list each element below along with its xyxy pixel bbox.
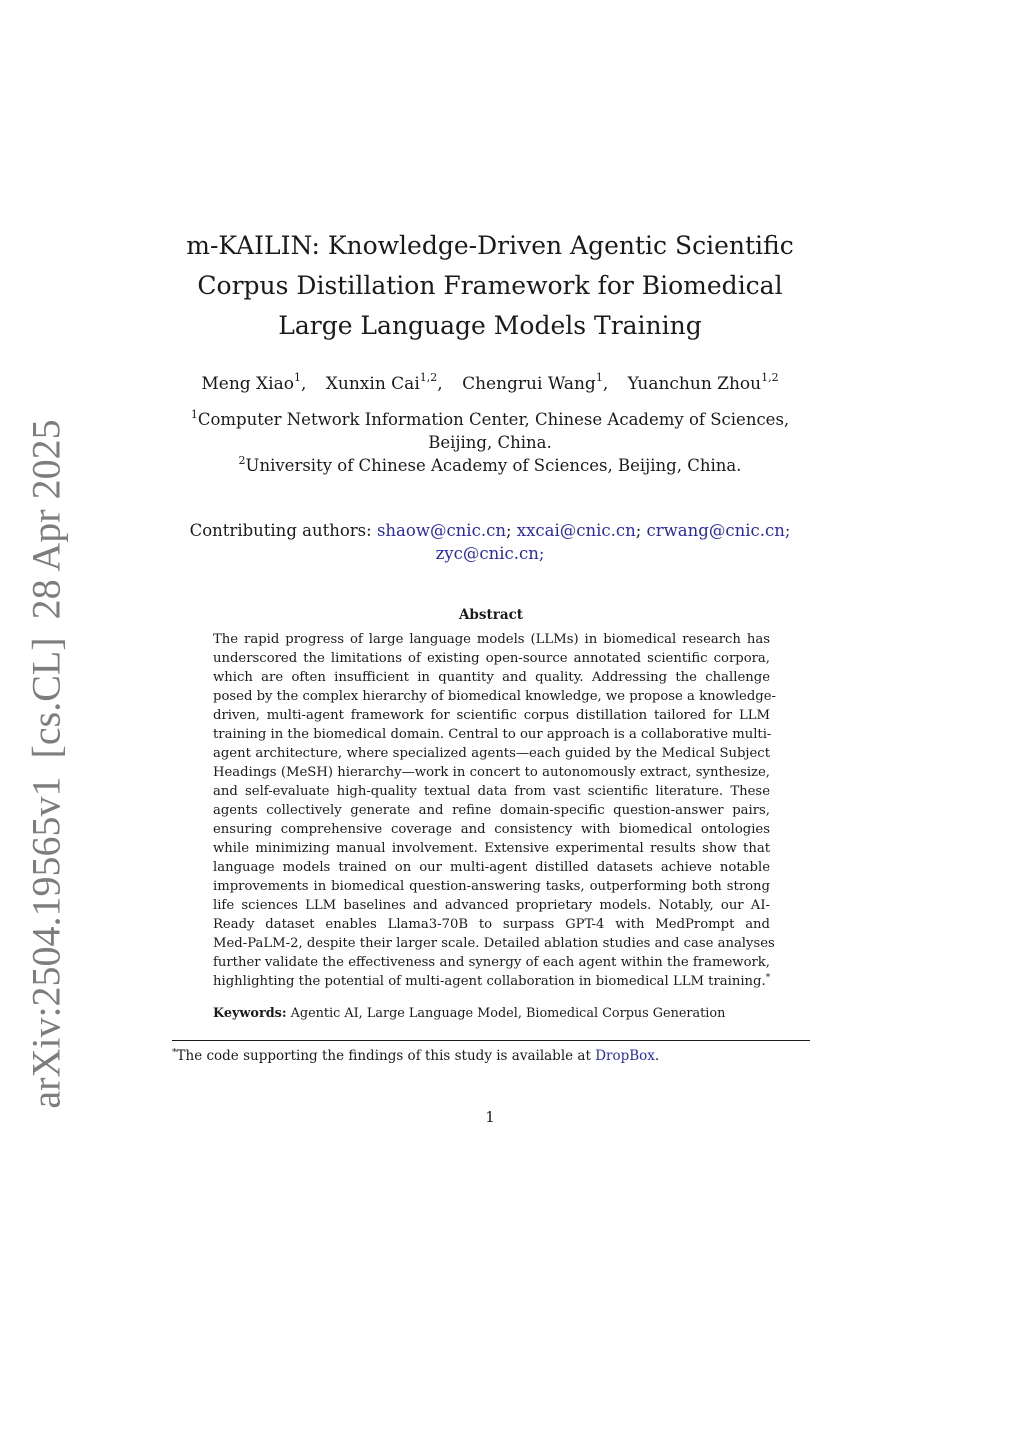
abstract-line: Med-PaLM-2, despite their larger scale. Detailed ablation studies and case analyses (213, 936, 775, 951)
abstract-line: Headings (MeSH) hierarchy—work in concert to autonomously extract, synthesize, (213, 765, 770, 780)
author-1: Meng Xiao$^1$, (201, 371, 307, 394)
title-line-3: Large Language Models Training (278, 311, 702, 340)
email-link-3[interactable]: crwang@cnic.cn (646, 521, 785, 540)
abstract-line: language models trained on our multi-agent distilled datasets achieve notable (213, 860, 770, 875)
affiliations (150, 408, 830, 477)
arxiv-id[interactable]: arXiv:2504.19565v1 (23, 776, 69, 1109)
arxiv-category: [cs.CL] (23, 637, 69, 759)
abstract-line: driven, multi-agent framework for scientific corpus distillation tailored for LLM (213, 708, 770, 723)
abstract-body (213, 630, 776, 991)
abstract-line: further validate the effectiveness and synergy of each agent within the framework, (213, 955, 770, 970)
keywords-label: Keywords: (213, 1006, 287, 1021)
footnote-text: The code supporting the findings of this study is available at (176, 1048, 596, 1064)
abstract-line: underscored the limitations of existing open-source annotated scientific corpora, (213, 651, 770, 666)
contributing-label: Contributing authors: (189, 521, 372, 540)
footnote-mark[interactable]: * (765, 973, 771, 983)
contributing-authors: Contributing authors: shaow@cnic.cn; xxcai@cnic.cn; crwang@cnic.cn; zyc@cnic.cn; (189, 521, 791, 563)
affiliation-1-cont: Beijing, China. (428, 433, 552, 452)
keywords-text: Agentic AI, Large Language Model, Biomedical Corpus Generation (290, 1006, 726, 1021)
keywords (213, 1005, 770, 1023)
abstract-line: while minimizing manual involvement. Extensive experimental results show that (213, 841, 770, 856)
abstract-line: life sciences LLM baselines and advanced proprietary models. Notably, our AI- (213, 898, 770, 913)
affiliation-2: $^2$University of Chinese Academy of Sciences, Beijing, China. (238, 454, 742, 475)
author-list (150, 371, 830, 397)
abstract-line: The rapid progress of large language models (LLMs) in biomedical research has (213, 632, 770, 647)
abstract-last-line: highlighting the potential of multi-agent collaboration in biomedical LLM training.* (213, 973, 771, 989)
author-2: Xunxin Cai$^{1,2}$, (325, 371, 443, 394)
abstract-line: agent architecture, where specialized agents—each guided by the Medical Subject (213, 746, 770, 761)
affiliation-1: $^1$Computer Network Information Center, Chinese Academy of Sciences, (190, 408, 790, 429)
footnote-symbol: * (172, 1048, 177, 1058)
title-line-1: m-KAILIN: Knowledge-Driven Agentic Scientific (186, 231, 794, 260)
abstract-heading: Abstract (458, 607, 524, 623)
paper-title (150, 226, 830, 346)
email-link-1[interactable]: shaow@cnic.cn (376, 521, 506, 540)
abstract-line: improvements in biomedical question-answering tasks, outperforming both strong (213, 879, 770, 894)
arxiv-date: 28 Apr 2025 (23, 419, 69, 620)
page-number: 1 (485, 1108, 495, 1126)
abstract-line: ensuring comprehensive coverage and consistency with biomedical ontologies (213, 822, 770, 837)
author-3: Chengrui Wang$^1$, (462, 371, 609, 394)
footnote-rule (172, 1040, 810, 1041)
abstract-line: Ready dataset enables Llama3-70B to surpass GPT-4 with MedPrompt and (213, 917, 770, 932)
abstract-line: agents collectively generate and refine domain-specific question-answer pairs, (213, 803, 770, 818)
abstract-line: which are often insufficient in quantity and quality. Addressing the challenge (213, 670, 770, 685)
footnote: *The code supporting the findings of this study is available at DropBox. (172, 1048, 660, 1064)
abstract-line: and self-evaluate high-quality textual data from vast scientific literature. These (213, 784, 770, 799)
arxiv-stamp (18, 419, 74, 1109)
abstract-line: posed by the complex hierarchy of biomedical knowledge, we propose a knowledge- (213, 689, 776, 704)
abstract-line: training in the biomedical domain. Central to our approach is a collaborative multi- (213, 727, 772, 742)
title-line-2: Corpus Distillation Framework for Biomedical (197, 271, 783, 300)
email-link-2[interactable]: xxcai@cnic.cn (516, 521, 636, 540)
dropbox-link[interactable]: DropBox (595, 1048, 655, 1064)
author-4: Yuanchun Zhou$^{1,2}$ (627, 371, 779, 394)
email-link-4[interactable]: zyc@cnic.cn (435, 544, 539, 563)
